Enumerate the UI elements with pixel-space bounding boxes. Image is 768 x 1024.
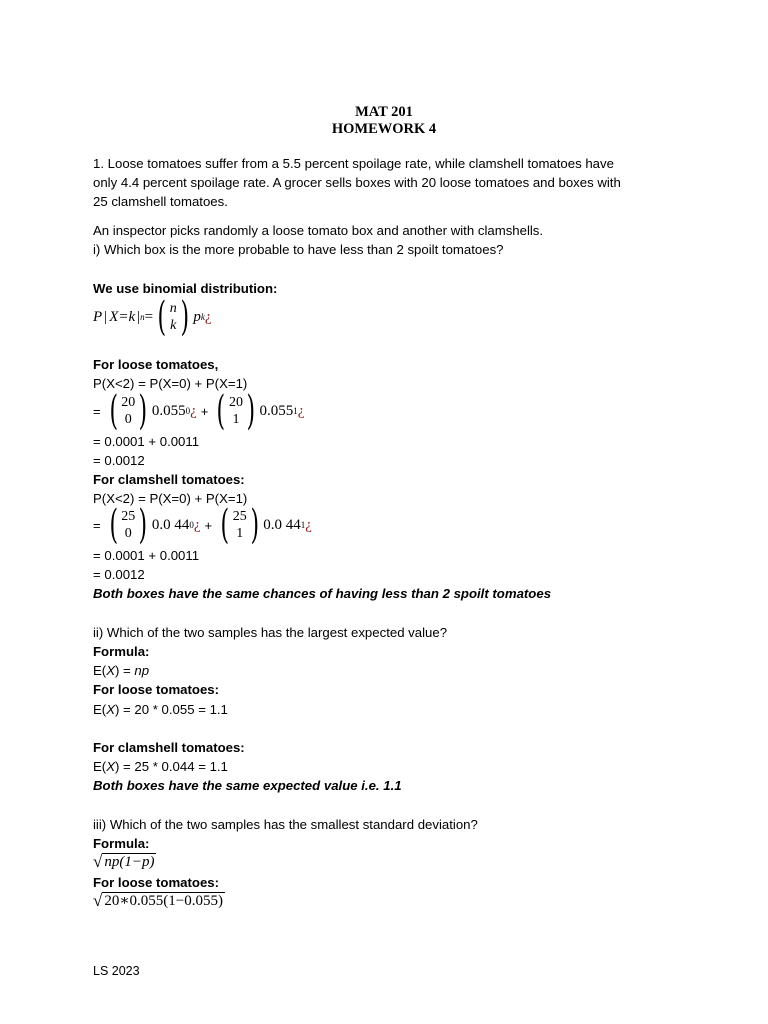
question-1-line-1: 1. Loose tomatoes suffer from a 5.5 percent spoilage rate, while clamshell tomatoes have: [93, 156, 614, 171]
std-dev-formula: [93, 853, 156, 871]
formula-e-open: E(: [93, 663, 107, 678]
garbled-symbol: ¿: [190, 402, 197, 419]
part-ii-question: ii) Which of the two samples has the largest expected value?: [93, 625, 448, 640]
clamshell-term-1-base: 0.0 44: [151, 516, 190, 533]
garbled-symbol: ¿: [297, 402, 305, 419]
loose-term-1-base: 0.055: [151, 402, 186, 419]
clamshell-binom-2: ( 25 1 ): [220, 502, 259, 548]
formula-sup-n: n: [140, 312, 145, 322]
question-1-line-2: only 4.4 percent spoilage rate. A grocer sells boxes with 20 loose tomatoes and boxes with: [93, 175, 621, 190]
calc-x: X: [106, 702, 115, 717]
part-ii-clamshell-heading: For clamshell tomatoes:: [93, 740, 245, 755]
clamshell-term-2-exp: 1: [300, 520, 306, 530]
clamshell-expression: P(X<2) = P(X=0) + P(X=1): [93, 491, 248, 506]
sqrt-icon: √: [93, 891, 103, 910]
part-ii-loose-calc: [93, 700, 228, 719]
formula-np: np: [134, 663, 150, 678]
part-iii-formula-label: Formula:: [93, 836, 150, 851]
garbled-symbol: ¿: [305, 516, 312, 533]
formula-p-term: p: [193, 308, 201, 325]
binomial-heading: We use binomial distribution:: [93, 281, 278, 296]
plus-sign: +: [204, 517, 213, 533]
part-ii-loose-heading: For loose tomatoes:: [93, 682, 220, 697]
loose-binom-2-top: 20: [228, 395, 243, 410]
conclusion-part-i: Both boxes have the same chances of having less than 2 spoilt tomatoes: [93, 586, 552, 601]
formula-x: X: [106, 663, 115, 678]
loose-std-dev-radicand: 20∗0.055(1−0.055): [104, 893, 223, 909]
loose-sum: = 0.0001 + 0.0011: [93, 434, 200, 449]
part-ii-clamshell-calc: [93, 757, 228, 776]
calc-rest: ) = 20 * 0.055 = 1.1: [114, 702, 228, 717]
part-ii-formula-label: Formula:: [93, 644, 150, 659]
part-ii-formula: [93, 661, 149, 680]
loose-binom-2-bottom: 1: [232, 412, 240, 427]
binomial-formula: P | X=k | n = ( n k ) p k ¿: [93, 294, 212, 340]
clamshell-binom-2-bottom: 1: [236, 526, 244, 541]
clamshell-result: = 0.0012: [93, 567, 145, 582]
loose-heading: For loose tomatoes,: [93, 357, 219, 372]
std-dev-radicand: np(1−p): [104, 854, 155, 870]
loose-binomial-terms: [93, 388, 305, 434]
loose-binom-1: ( 20 0 ): [109, 388, 148, 434]
loose-std-dev-formula: [93, 892, 225, 910]
part-iii-question: iii) Which of the two samples has the smallest standard deviation?: [93, 817, 478, 832]
clamshell-binom-2-top: 25: [232, 509, 247, 524]
clamshell-eq-sign: =: [93, 517, 101, 533]
garbled-symbol: ¿: [193, 516, 201, 533]
clamshell-sum: = 0.0001 + 0.0011: [93, 548, 200, 563]
question-1-line-4: An inspector picks randomly a loose tomato box and another with clamshells.: [93, 223, 544, 238]
binom-k: k: [170, 318, 177, 333]
clamshell-binom-1-bottom: 0: [124, 526, 132, 541]
loose-term-2-base: 0.055: [259, 402, 294, 419]
calc-e-open: E(: [93, 702, 107, 717]
part-i-question: i) Which box is the more probable to have less than 2 spoilt tomatoes?: [93, 242, 504, 257]
calc-x: X: [106, 759, 115, 774]
clamshell-term-2-base: 0.0 44: [263, 516, 301, 533]
loose-term-2-exp: 1: [293, 406, 298, 416]
formula-close: ) =: [114, 663, 135, 678]
conclusion-part-ii: Both boxes have the same expected value i.e. 1.1: [93, 778, 402, 793]
loose-binom-2: ( 20 1 ): [216, 388, 256, 434]
loose-binom-1-top: 20: [121, 395, 136, 410]
garbled-symbol: ¿: [204, 308, 212, 325]
loose-eq-sign: =: [93, 403, 101, 419]
loose-result: = 0.0012: [93, 453, 145, 468]
loose-binom-1-bottom: 0: [124, 412, 132, 427]
calc-rest: ) = 25 * 0.044 = 1.1: [114, 759, 228, 774]
course-title: MAT 201: [355, 104, 413, 120]
footer-text: LS 2023: [93, 964, 140, 978]
sqrt-icon: √: [93, 852, 103, 871]
clamshell-heading: For clamshell tomatoes:: [93, 472, 245, 487]
formula-x-eq-k: X=k: [109, 308, 136, 325]
formula-equals: =: [144, 308, 154, 325]
formula-sup-k: k: [200, 312, 205, 322]
binomial-coefficient: ( n k ): [157, 294, 189, 340]
clamshell-term-1-exp: 0: [189, 520, 194, 530]
question-1-line-3: 25 clamshell tomatoes.: [93, 194, 228, 209]
assignment-title: HOMEWORK 4: [331, 121, 437, 137]
loose-term-1-exp: 0: [185, 406, 191, 416]
clamshell-binomial-terms: [93, 502, 312, 548]
formula-p: P: [93, 308, 103, 325]
part-iii-loose-heading: For loose tomatoes:: [93, 875, 220, 890]
plus-sign: +: [200, 403, 209, 419]
loose-expression: P(X<2) = P(X=0) + P(X=1): [93, 376, 248, 391]
calc-e-open: E(: [93, 759, 107, 774]
binom-n: n: [169, 301, 177, 316]
clamshell-binom-1-top: 25: [121, 509, 136, 524]
clamshell-binom-1: ( 25 0 ): [109, 502, 148, 548]
